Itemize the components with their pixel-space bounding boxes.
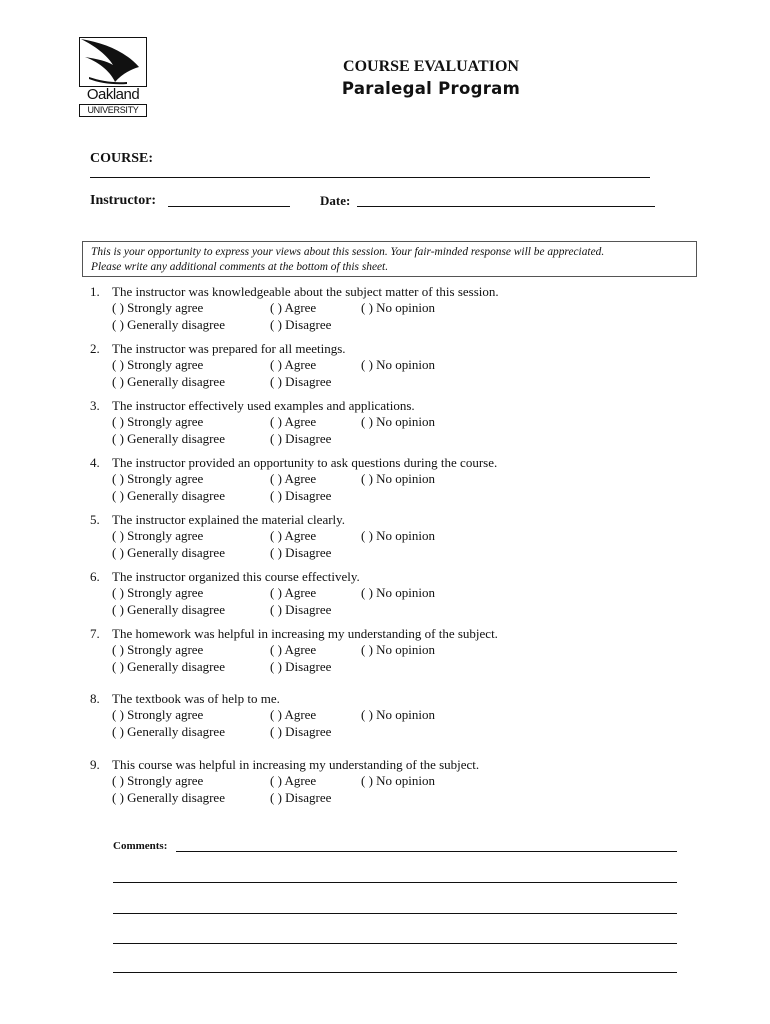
comments-line-1[interactable] [176,851,677,852]
options-row-1 [112,357,436,373]
question-number: 6. [90,569,100,584]
options-row-2 [112,317,499,333]
question-stem [90,757,479,773]
instructor-field[interactable] [168,206,290,207]
question-stem [90,341,346,357]
option-no-opinion[interactable]: ( ) No opinion [361,357,436,373]
sail-logo-icon [79,37,147,87]
question-item [90,569,436,618]
option-generally-disagree[interactable]: ( ) Generally disagree [112,373,225,389]
option-agree[interactable]: ( ) Agree [270,471,317,487]
comments-line-2[interactable] [113,882,677,883]
question-item [90,455,497,504]
logo-wordmark: Oakland [86,86,140,103]
option-strongly-agree[interactable]: ( ) Strongly agree [112,642,204,658]
course-field[interactable] [90,177,650,178]
question-item [90,341,436,390]
options-row-1 [112,300,499,316]
notice-line-2: Please write any additional comments at the bottom of this sheet. [91,261,389,273]
option-no-opinion[interactable]: ( ) No opinion [361,414,436,430]
question-stem [90,569,360,585]
options-row-1 [112,773,479,789]
option-no-opinion[interactable]: ( ) No opinion [361,642,436,658]
option-generally-disagree[interactable]: ( ) Generally disagree [112,316,225,332]
options-row-1 [112,471,497,487]
option-strongly-agree[interactable]: ( ) Strongly agree [112,773,204,789]
option-strongly-agree[interactable]: ( ) Strongly agree [112,585,204,601]
question-stem [90,691,280,707]
option-agree[interactable]: ( ) Agree [270,707,317,723]
question-stem [90,512,345,528]
options-row-1 [112,642,498,658]
question-item [90,691,436,740]
comments-line-4[interactable] [113,943,677,944]
question-item [90,626,498,675]
question-number: 9. [90,757,100,772]
options-row-1 [112,707,436,723]
option-disagree[interactable]: ( ) Disagree [270,544,332,560]
question-number: 3. [90,398,100,413]
option-generally-disagree[interactable]: ( ) Generally disagree [112,723,225,739]
option-generally-disagree[interactable]: ( ) Generally disagree [112,544,225,560]
question-number: 1. [90,284,100,299]
option-agree[interactable]: ( ) Agree [270,773,317,789]
comments-line-5[interactable] [113,972,677,973]
options-row-1 [112,585,436,601]
question-stem [90,626,498,642]
question-text: The homework was helpful in increasing my understanding of the subject. [112,626,498,641]
option-disagree[interactable]: ( ) Disagree [270,430,332,446]
question-item [90,512,436,561]
question-item [90,284,499,333]
question-text: The instructor was prepared for all meetings. [112,341,346,356]
question-text: The instructor organized this course effectively. [112,569,360,584]
option-disagree[interactable]: ( ) Disagree [270,487,332,503]
option-generally-disagree[interactable]: ( ) Generally disagree [112,658,225,674]
comments-label: Comments: [113,840,168,852]
comments-line-3[interactable] [113,913,677,914]
option-disagree[interactable]: ( ) Disagree [270,373,332,389]
page-title: COURSE EVALUATION [343,58,519,75]
date-field[interactable] [357,206,655,207]
option-agree[interactable]: ( ) Agree [270,357,317,373]
option-agree[interactable]: ( ) Agree [270,414,317,430]
option-generally-disagree[interactable]: ( ) Generally disagree [112,487,225,503]
date-label: Date: [320,193,351,208]
option-disagree[interactable]: ( ) Disagree [270,723,332,739]
option-agree[interactable]: ( ) Agree [270,642,317,658]
question-item [90,398,436,447]
option-strongly-agree[interactable]: ( ) Strongly agree [112,471,204,487]
options-row-2 [112,723,332,740]
option-no-opinion[interactable]: ( ) No opinion [361,471,436,487]
option-no-opinion[interactable]: ( ) No opinion [361,773,436,789]
options-row-2 [112,374,346,390]
option-generally-disagree[interactable]: ( ) Generally disagree [112,789,225,805]
question-text: The instructor provided an opportunity to ask questions during the course. [112,455,498,470]
option-generally-disagree[interactable]: ( ) Generally disagree [112,601,225,617]
option-agree[interactable]: ( ) Agree [270,528,317,544]
instructions-notice [82,241,697,277]
question-number: 8. [90,691,100,706]
instructor-label: Instructor: [90,193,157,208]
option-generally-disagree[interactable]: ( ) Generally disagree [112,430,225,446]
course-label: COURSE: [90,151,154,166]
options-row-2 [112,790,479,806]
options-row-2 [112,602,360,618]
question-text: The instructor was knowledgeable about the subject matter of this session. [112,284,499,299]
question-number: 7. [90,626,100,641]
option-strongly-agree[interactable]: ( ) Strongly agree [112,300,204,316]
question-text: The textbook was of help to me. [112,691,280,706]
option-strongly-agree[interactable]: ( ) Strongly agree [112,528,204,544]
option-strongly-agree[interactable]: ( ) Strongly agree [112,414,204,430]
notice-line-1: This is your opportunity to express your views about this session. Your fair-minded response will be appreciated. [91,246,605,258]
question-text: The instructor effectively used examples and applications. [112,398,415,413]
option-no-opinion[interactable]: ( ) No opinion [361,707,436,723]
question-number: 4. [90,455,100,470]
question-text: This course was helpful in increasing my understanding of the subject. [112,757,480,772]
options-row-2 [112,545,345,561]
question-stem [90,455,497,471]
options-row-1 [112,414,436,430]
option-agree[interactable]: ( ) Agree [270,300,317,316]
options-row-2 [112,431,415,447]
page-subtitle: Paralegal Program [341,79,521,98]
option-strongly-agree[interactable]: ( ) Strongly agree [112,357,204,373]
option-strongly-agree[interactable]: ( ) Strongly agree [112,707,204,723]
question-item [90,757,479,806]
option-disagree[interactable]: ( ) Disagree [270,658,332,674]
oakland-university-logo [79,37,147,118]
option-no-opinion[interactable]: ( ) No opinion [361,585,436,601]
question-number: 2. [90,341,100,356]
options-row-2 [112,488,497,504]
options-row-2 [112,659,498,675]
option-agree[interactable]: ( ) Agree [270,585,317,601]
question-stem [90,398,415,414]
option-no-opinion[interactable]: ( ) No opinion [361,528,436,544]
options-row-1 [112,528,436,544]
question-stem [90,284,499,300]
option-disagree[interactable]: ( ) Disagree [270,789,332,805]
option-no-opinion[interactable]: ( ) No opinion [361,300,436,316]
question-number: 5. [90,512,100,527]
logo-subtext: UNIVERSITY [79,104,147,117]
option-disagree[interactable]: ( ) Disagree [270,316,332,332]
option-disagree[interactable]: ( ) Disagree [270,601,332,617]
question-text: The instructor explained the material clearly. [112,512,346,527]
